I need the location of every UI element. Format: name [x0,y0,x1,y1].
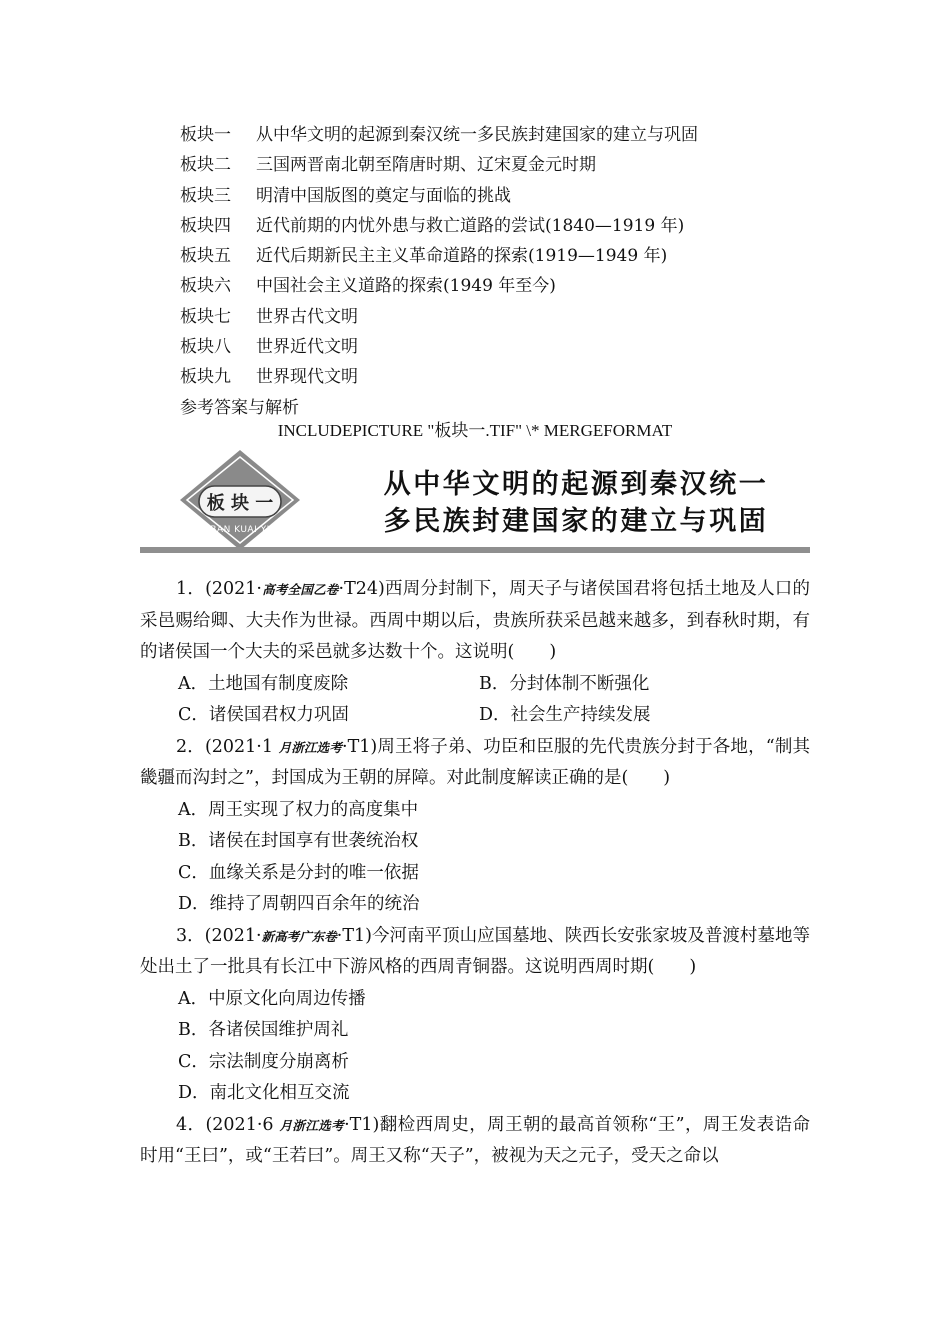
toc-title: 三国两晋南北朝至隋唐时期、辽宋夏金元时期 [256,155,596,176]
toc-entry[interactable] [180,362,820,392]
question-prefix: 4．(2021·6 [176,1114,280,1135]
toc-entry[interactable] [180,211,820,241]
toc-label: 板块三 [180,185,231,206]
option-c[interactable]: C．诸侯国君权力巩固 [178,705,349,725]
section-badge-icon [178,448,302,552]
option-d[interactable]: D．社会生产持续发展 [479,705,651,725]
include-picture-field: INCLUDEPICTURE "板块一.TIF" \* MERGEFORMAT [277,421,673,440]
toc-entry[interactable] [180,332,820,362]
option-b[interactable]: B．诸侯在封国享有世袭统治权 [178,831,419,851]
toc-label: 板块四 [180,215,231,236]
section-banner [140,448,810,558]
option-row [140,669,810,701]
toc-entry[interactable] [180,271,820,301]
toc-entry[interactable] [180,150,820,180]
option-d[interactable]: D．维持了周朝四百余年的统治 [178,894,420,914]
option-c[interactable]: C．血缘关系是分封的唯一依据 [178,862,419,883]
toc-label: 板块五 [180,246,231,267]
option-c[interactable]: C．宗法制度分崩离析 [178,1051,349,1072]
badge-text: 板 块 一 [206,493,274,514]
toc-answers-entry[interactable]: 参考答案与解析 [180,397,299,418]
toc-entry[interactable] [180,181,820,211]
toc-label: 板块一 [180,125,231,145]
toc-label: 板块二 [180,155,231,176]
question-source: 高考全国乙卷 [262,582,339,597]
banner-title-line: 多民族封建国家的建立与巩固 [383,506,769,537]
option-b[interactable]: B．各诸侯国维护周礼 [178,1020,349,1040]
toc-entry[interactable] [180,302,820,332]
toc-label: 板块七 [180,306,231,327]
toc-title: 从中华文明的起源到秦汉统一多民族封建国家的建立与巩固 [256,125,698,145]
question-stem [140,1110,810,1173]
option-d[interactable]: D．南北文化相互交流 [178,1083,350,1103]
question-source: 月浙江选考 [278,739,342,755]
badge-pinyin: BAN KUAI YI [210,525,270,535]
toc-entry[interactable] [180,120,820,150]
option-row [140,700,810,732]
toc-label: 板块九 [180,367,231,388]
banner-title-line: 从中华文明的起源到秦汉统一 [383,469,769,500]
banner-divider [140,547,810,553]
toc-title: 中国社会主义道路的探索(1949 年至今) [256,276,556,297]
toc-label: 板块八 [180,337,231,358]
toc-title: 近代后期新民主主义革命道路的探索(1919—1949 年) [256,246,668,267]
toc-title: 世界近代文明 [256,337,358,358]
question-text: ·T1)今河南平顶山应国墓地、陕西长安张家坡及普渡村墓地等处出土了一批具有长江中下游风格的西周青铜器。这说明西周时期( ) [140,925,810,977]
question-stem [140,732,810,795]
question-prefix: 1．(2021· [176,579,262,599]
question-text: ·T1)周王将子弟、功臣和臣服的先代贵族分封于各地，“制其畿疆而沟封之”，封国成为王朝的屏障。对此制度解读正确的是( ) [140,736,810,788]
option-a[interactable]: A．土地国有制度废除 [178,673,349,694]
question-source: 新高考广东卷 [261,928,337,944]
option-a[interactable]: A．周王实现了权力的高度集中 [178,799,419,820]
banner-title [346,466,806,540]
toc-title: 明清中国版图的奠定与面临的挑战 [256,185,511,206]
question-text: ·T24)西周分封制下，周天子与诸侯国君将包括土地及人口的采邑赐给卿、大夫作为世禄。西周中期以后，贵族所获采邑越来越多，到春秋时期，有的诸侯国一个大夫的采邑就多达数十个。这说明( ) [140,579,810,662]
question-text: ·T1)翻检西周史，周王朝的最高首领称“王”，周王发表诰命时用“王曰”，或“王若曰”。周王又称“天子”，被视为天之元子，受天之命以 [140,1114,810,1166]
question-prefix: 3．(2021· [176,925,262,946]
question-list [140,574,810,1173]
question-source: 月浙江选考 [279,1117,345,1133]
question-stem [140,921,810,984]
table-of-contents [180,120,820,423]
toc-title: 世界古代文明 [256,306,358,327]
toc-entry[interactable] [180,241,820,271]
question-stem [140,574,810,669]
option-b[interactable]: B．分封体制不断强化 [479,673,650,694]
option-a[interactable]: A．中原文化向周边传播 [178,988,366,1009]
question-prefix: 2．(2021·1 [176,736,279,757]
toc-label: 板块六 [180,276,231,297]
toc-title: 世界现代文明 [256,367,358,388]
toc-title: 近代前期的内忧外患与救亡道路的尝试(1840—1919 年) [256,215,685,236]
